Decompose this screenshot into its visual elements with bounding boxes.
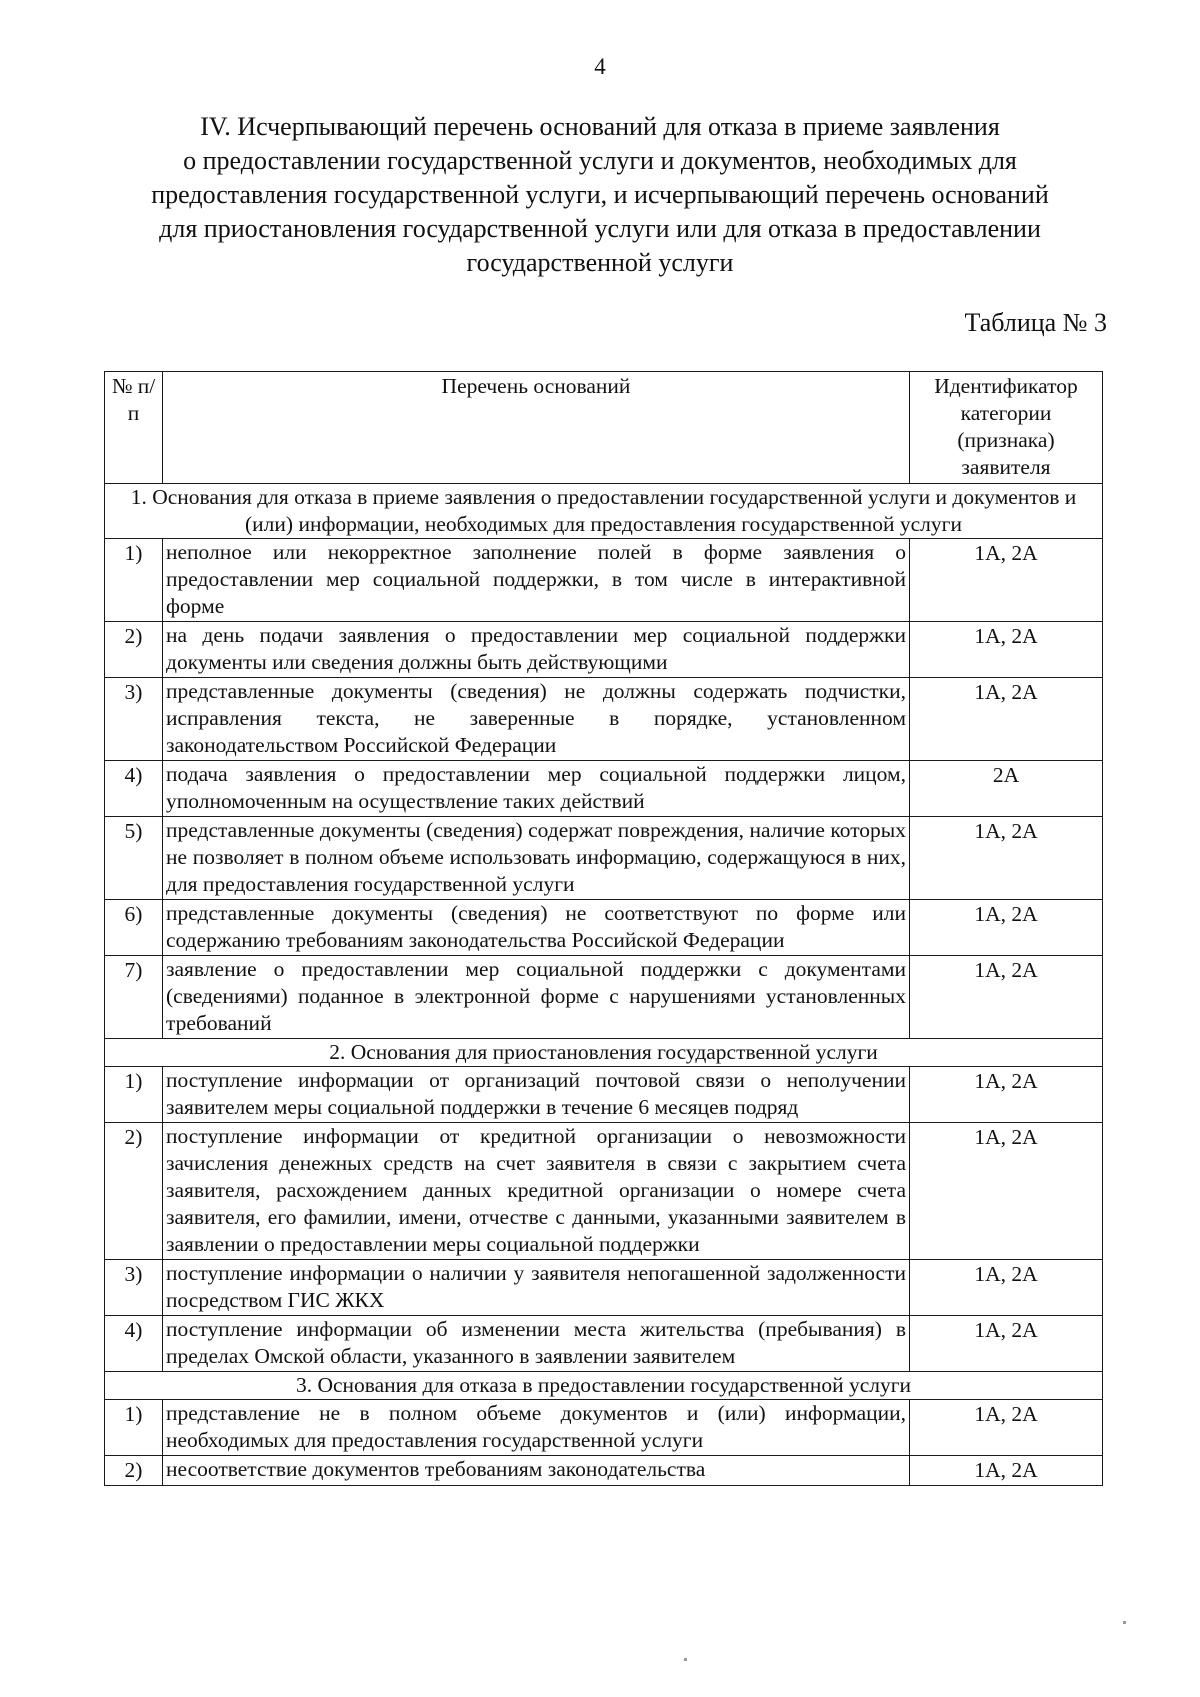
row-number: 1) — [105, 1067, 163, 1123]
table-row — [105, 539, 1103, 622]
row-text: подача заявления о предоставлении мер социальной поддержки лицом, уполномоченным на осуществление таких действий — [163, 761, 910, 817]
table-row — [105, 1260, 1103, 1316]
row-category: 1А, 2А — [910, 678, 1103, 761]
table-row — [105, 1123, 1103, 1260]
row-category: 1А, 2А — [910, 1400, 1103, 1456]
page-number: 4 — [594, 54, 606, 79]
section-title-line: для приостановления государственной услуги или для отказа в предоставлении — [159, 214, 1041, 243]
row-category: 1А, 2А — [910, 539, 1103, 622]
row-category: 1А, 2А — [910, 956, 1103, 1039]
row-text: поступление информации от кредитной организации о невозможности зачисления денежных средств на счет заявителя в связи с закрытием счета заявителя, расхождением данных кредитной организации о номере счета заявителя, его фамилии, имени, отчестве с данными, указанными заявителем в заявлении о предоставлении меры социальной поддержки — [163, 1123, 910, 1260]
row-number: 6) — [105, 900, 163, 956]
header-grounds: Перечень оснований — [163, 372, 910, 484]
row-text: представленные документы (сведения) содержат повреждения, наличие которых не позволяет в полном объеме использовать информацию, содержащуюся в них, для предоставления государственной услуги — [163, 817, 910, 900]
row-text: представленные документы (сведения) не должны содержать подчистки, исправления текста, не заверенные в порядке, установленном законодательством Российской Федерации — [163, 678, 910, 761]
row-text: поступление информации о наличии у заявителя непогашенной задолженности посредством ГИС ЖКХ — [163, 1260, 910, 1316]
table-row — [105, 1067, 1103, 1123]
row-text: представленные документы (сведения) не соответствуют по форме или содержанию требованиям законодательства Российской Федерации — [163, 900, 910, 956]
row-number: 3) — [105, 1260, 163, 1316]
table-caption: Таблица № 3 — [964, 308, 1107, 337]
row-text: неполное или некорректное заполнение полей в форме заявления о предоставлении мер социальной поддержки, в том числе в интерактивной форме — [163, 539, 910, 622]
row-category: 1А, 2А — [910, 900, 1103, 956]
row-number: 2) — [105, 622, 163, 678]
table-row — [105, 956, 1103, 1039]
group-title: 2. Основания для приостановления государственной услуги — [105, 1039, 1103, 1067]
row-category: 1А, 2А — [910, 1316, 1103, 1372]
row-category: 1А, 2А — [910, 1260, 1103, 1316]
table-row — [105, 678, 1103, 761]
section-title-line: IV. Исчерпывающий перечень оснований для отказа в приеме заявления — [200, 112, 1000, 141]
row-text: заявление о предоставлении мер социальной поддержки с документами (сведениями) поданное в электронной форме с нарушениями установленных требований — [163, 956, 910, 1039]
grounds-table — [104, 371, 1103, 1486]
table-header-row — [105, 372, 1103, 484]
table-row — [105, 622, 1103, 678]
row-number: 4) — [105, 1316, 163, 1372]
scan-speck — [684, 1658, 687, 1661]
row-text: на день подачи заявления о предоставлении мер социальной поддержки документы или сведения должны быть действующими — [163, 622, 910, 678]
row-category: 1А, 2А — [910, 817, 1103, 900]
table-row — [105, 817, 1103, 900]
scan-speck — [1123, 1621, 1126, 1624]
group-title: 1. Основания для отказа в приеме заявления о предоставлении государственной услуги и документов и (или) информации, необходимых для предоставления государственной услуги — [105, 484, 1103, 539]
row-number: 2) — [105, 1123, 163, 1260]
row-category: 1А, 2А — [910, 1067, 1103, 1123]
group-header-row — [105, 484, 1103, 539]
row-category: 1А, 2А — [910, 1456, 1103, 1486]
table-body — [105, 484, 1103, 1486]
row-category: 1А, 2А — [910, 1123, 1103, 1260]
table-row — [105, 1456, 1103, 1486]
header-number: № п/п — [105, 372, 163, 484]
group-title: 3. Основания для отказа в предоставлении государственной услуги — [105, 1372, 1103, 1400]
row-category: 1А, 2А — [910, 622, 1103, 678]
group-header-row — [105, 1372, 1103, 1400]
table-row — [105, 1316, 1103, 1372]
section-title-line: предоставления государственной услуги, и исчерпывающий перечень оснований — [151, 180, 1049, 209]
row-number: 4) — [105, 761, 163, 817]
row-category: 2А — [910, 761, 1103, 817]
row-number: 5) — [105, 817, 163, 900]
row-text: поступление информации об изменении места жительства (пребывания) в пределах Омской области, указанного в заявлении заявителем — [163, 1316, 910, 1372]
row-number: 3) — [105, 678, 163, 761]
row-number: 7) — [105, 956, 163, 1039]
section-title-line: государственной услуги — [466, 248, 734, 277]
row-text: несоответствие документов требованиям законодательства — [163, 1456, 910, 1486]
row-number: 1) — [105, 1400, 163, 1456]
group-header-row — [105, 1039, 1103, 1067]
row-number: 1) — [105, 539, 163, 622]
row-text: представление не в полном объеме документов и (или) информации, необходимых для предоставления государственной услуги — [163, 1400, 910, 1456]
table-row — [105, 761, 1103, 817]
row-text: поступление информации от организаций почтовой связи о неполучении заявителем меры социальной поддержки в течение 6 месяцев подряд — [163, 1067, 910, 1123]
section-title — [100, 110, 1100, 280]
row-number: 2) — [105, 1456, 163, 1486]
table-row — [105, 1400, 1103, 1456]
header-category: Идентификатор категории (признака) заявителя — [910, 372, 1103, 484]
section-title-line: о предоставлении государственной услуги и документов, необходимых для — [183, 146, 1017, 175]
table-row — [105, 900, 1103, 956]
